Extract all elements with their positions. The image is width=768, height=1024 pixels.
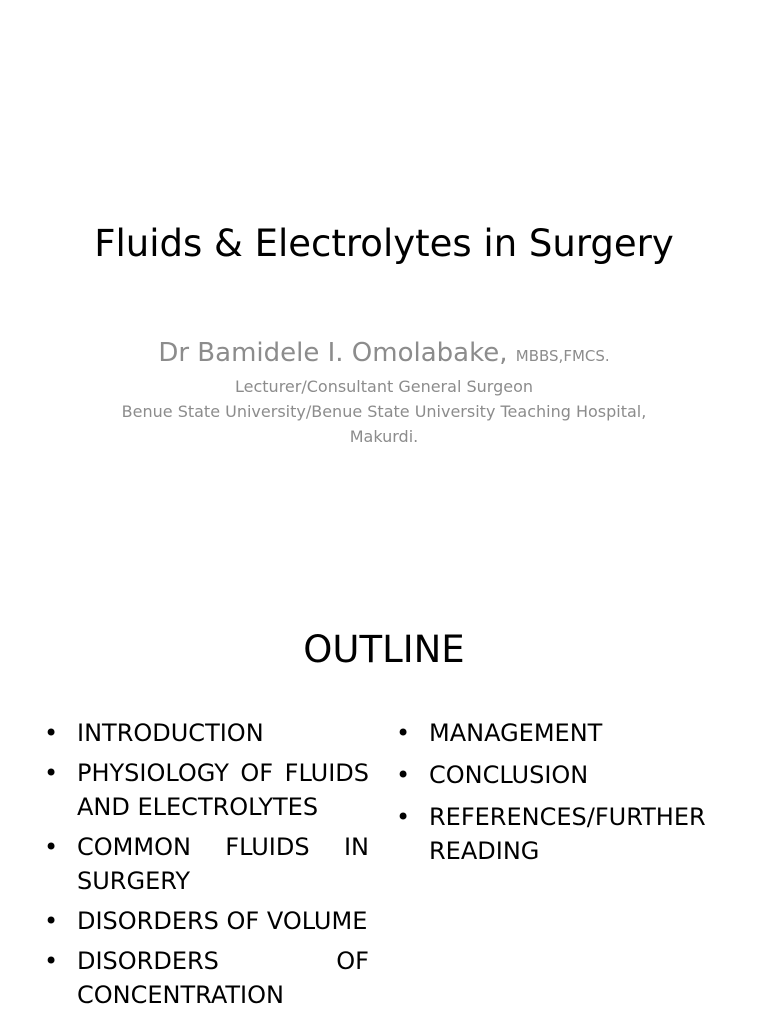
bullet-icon: •: [44, 759, 59, 787]
list-item-text-continued: CONCENTRATION: [77, 981, 284, 1009]
list-item: [396, 716, 726, 750]
list-item-text-continued: READING: [429, 837, 540, 865]
bullet-icon: •: [396, 719, 411, 747]
bullet-icon: •: [396, 803, 411, 831]
outline-slide: [0, 576, 768, 1024]
bullet-icon: •: [396, 761, 411, 789]
list-item: [396, 758, 726, 792]
institution-line-1: Benue State University/Benue State University Teaching Hospital,: [121, 402, 647, 421]
list-item-text: COMMON FLUIDS IN: [77, 833, 369, 861]
list-item: [44, 944, 369, 1012]
list-item: [44, 830, 369, 898]
list-item-text: DISORDERS OF VOLUME: [77, 907, 368, 935]
bullet-icon: •: [44, 947, 59, 975]
bullet-icon: •: [44, 907, 59, 935]
list-item: [396, 800, 726, 868]
list-item: [44, 756, 369, 824]
bullet-icon: •: [44, 719, 59, 747]
list-item-text: DISORDERS OF: [77, 947, 369, 975]
outline-list-left: [44, 716, 369, 1018]
author-line: [90, 335, 678, 374]
bullet-icon: •: [44, 833, 59, 861]
outline-list-right: [396, 716, 726, 876]
outline-title: OUTLINE: [303, 628, 465, 671]
list-item: [44, 716, 369, 750]
list-item-text: CONCLUSION: [429, 761, 589, 789]
author-name: Dr Bamidele I. Omolabake,: [158, 338, 508, 368]
list-item-text: REFERENCES/FURTHER: [429, 803, 706, 831]
list-item-text: INTRODUCTION: [77, 719, 264, 747]
slide-title: Fluids & Electrolytes in Surgery: [94, 222, 674, 265]
list-item-text: PHYSIOLOGY OF FLUIDS: [77, 759, 369, 787]
list-item-text-continued: AND ELECTROLYTES: [77, 793, 319, 821]
institution-line-2: Makurdi.: [349, 427, 419, 446]
list-item: [44, 904, 369, 938]
list-item-text-continued: SURGERY: [77, 867, 191, 895]
author-credentials: MBBS,FMCS.: [515, 347, 610, 365]
list-item-text: MANAGEMENT: [429, 719, 603, 747]
author-position: Lecturer/Consultant General Surgeon: [235, 377, 533, 396]
subtitle-block: [90, 335, 678, 449]
